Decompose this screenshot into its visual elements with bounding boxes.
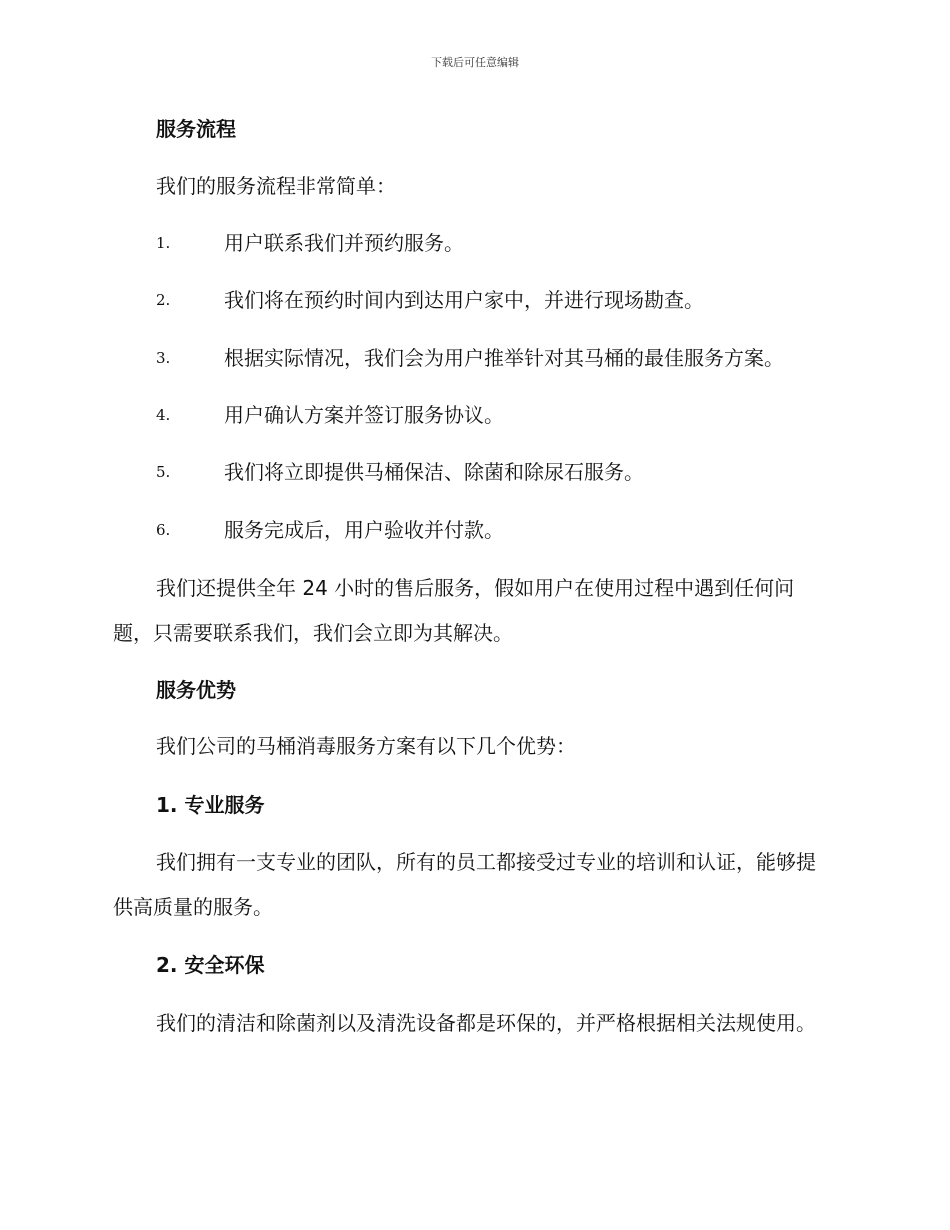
list-text: 用户确认方案并签订服务协议。 — [224, 403, 504, 427]
list-text: 用户联系我们并预约服务。 — [224, 231, 464, 255]
list-item — [156, 401, 836, 429]
section-title-advantages: 服务优势 — [156, 678, 236, 702]
list-number: 3. — [156, 349, 171, 367]
list-text: 我们将立即提供马桶保洁、除菌和除尿石服务。 — [224, 460, 644, 484]
list-text: 我们将在预约时间内到达用户家中，并进行现场勘查。 — [224, 288, 704, 312]
advantage-2-text: 我们的清洁和除菌剂以及清洗设备都是环保的，并严格根据相关法规使用。 — [156, 1011, 816, 1035]
page-header: 下载后可任意编辑 — [431, 56, 519, 69]
advantage-2-title: 2. 安全环保 — [156, 953, 265, 977]
list-item — [156, 286, 836, 314]
list-number: 5. — [156, 463, 171, 481]
advantage-1-title: 1. 专业服务 — [156, 793, 265, 817]
list-text: 根据实际情况，我们会为用户推举针对其马桶的最佳服务方案。 — [224, 346, 784, 370]
list-number: 2. — [156, 291, 171, 309]
advantage-1-text: 我们拥有一支专业的团队，所有的员工都接受过专业的培训和认证，能够提供高质量的服务。 — [113, 850, 816, 919]
service-flow-intro: 我们的服务流程非常简单： — [156, 174, 396, 198]
after-sales-paragraph: 我们还提供全年 24 小时的售后服务，假如用户在使用过程中遇到任何问题，只需要联系我们，我们会立即为其解决。 — [113, 576, 795, 645]
list-item — [156, 516, 836, 544]
advantages-intro: 我们公司的马桶消毒服务方案有以下几个优势： — [156, 734, 576, 758]
list-number: 1. — [156, 234, 171, 252]
section-title-service-flow: 服务流程 — [156, 117, 236, 141]
list-item — [156, 344, 836, 372]
list-number: 4. — [156, 406, 171, 424]
list-text: 服务完成后，用户验收并付款。 — [224, 518, 504, 542]
list-item — [156, 229, 836, 257]
list-item — [156, 458, 836, 486]
list-number: 6. — [156, 521, 171, 539]
